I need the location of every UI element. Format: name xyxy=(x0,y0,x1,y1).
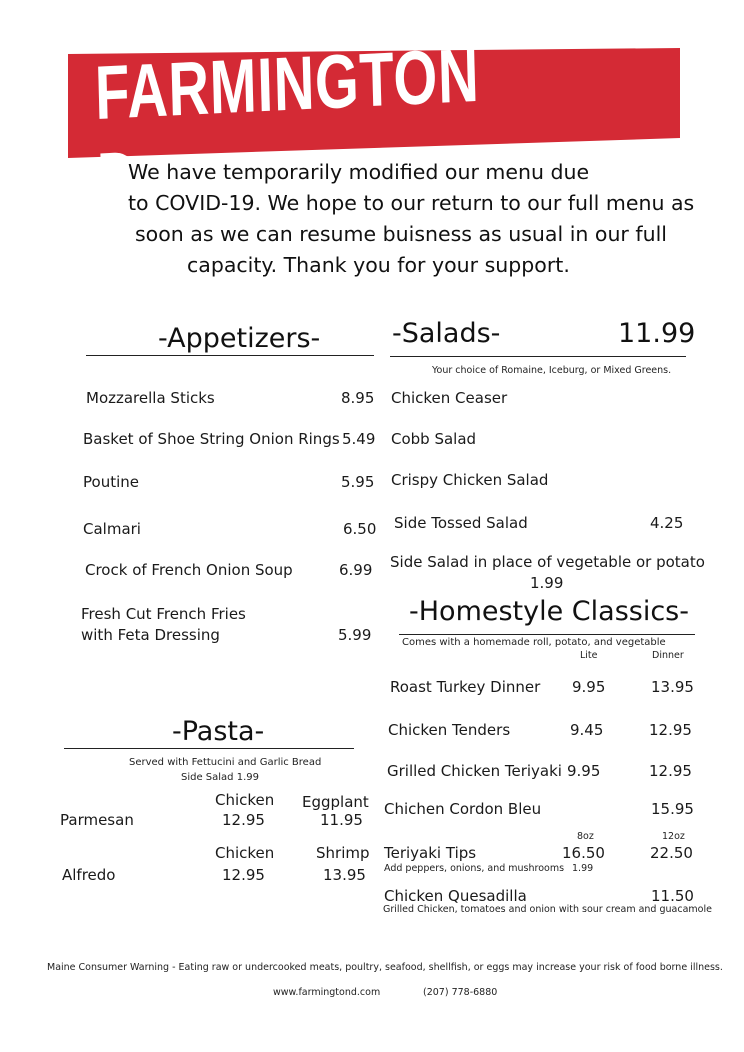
pasta-option-label: Chicken xyxy=(215,791,275,809)
salad-name: Chicken Ceaser xyxy=(391,389,508,407)
classic-name: Teriyaki Tips xyxy=(384,844,477,862)
classic-addon-price: 1.99 xyxy=(572,863,594,874)
appetizer-name: Poutine xyxy=(83,473,139,491)
classic-dinner-price: 15.95 xyxy=(651,800,694,818)
appetizer-name-line-1: Fresh Cut French Fries xyxy=(81,605,246,623)
appetizers-rule xyxy=(86,355,374,356)
appetizer-name: Basket of Shoe String Onion Rings xyxy=(83,430,340,448)
pasta-option-label: Chicken xyxy=(215,844,275,862)
pasta-note-2: Side Salad 1.99 xyxy=(181,772,259,783)
classics-heading: -Homestyle Classics- xyxy=(409,596,689,627)
classic-name: Grilled Chicken Teriyaki xyxy=(387,762,562,780)
classic-name: Chichen Cordon Bleu xyxy=(384,800,542,818)
appetizer-name-line-2: with Feta Dressing xyxy=(81,626,220,644)
pasta-heading: -Pasta- xyxy=(172,716,265,747)
classic-dinner-price: 12.95 xyxy=(649,762,692,780)
classic-lite-price: 9.45 xyxy=(570,721,604,739)
appetizers-heading: -Appetizers- xyxy=(158,323,321,354)
appetizer-price: 8.95 xyxy=(341,389,375,407)
appetizer-price: 5.49 xyxy=(342,430,376,448)
pasta-option-label: Eggplant xyxy=(302,793,369,811)
restaurant-name: FARMINGTON D.... xyxy=(94,32,481,223)
website-link[interactable]: www.farmingtond.com xyxy=(273,987,381,998)
salad-name: Cobb Salad xyxy=(391,430,477,448)
salad-name: Crispy Chicken Salad xyxy=(391,471,549,489)
salad-name: Side Tossed Salad xyxy=(394,514,528,532)
pasta-name: Parmesan xyxy=(60,811,134,829)
classic-lite-price: 9.95 xyxy=(567,762,601,780)
consumer-warning: Maine Consumer Warning - Eating raw or undercooked meats, poultry, seafood, shellfish, or eggs may increase your risk of food borne illness. xyxy=(47,962,723,973)
salads-note: Your choice of Romaine, Iceburg, or Mixed Greens. xyxy=(432,365,672,376)
salad-price: 1.99 xyxy=(530,574,564,592)
classics-col-lite: Lite xyxy=(580,650,598,661)
classic-size-small: 8oz xyxy=(577,831,594,842)
classic-name: Roast Turkey Dinner xyxy=(390,678,541,696)
pasta-rule xyxy=(64,748,354,749)
salads-price: 11.99 xyxy=(618,318,696,349)
appetizer-price: 5.99 xyxy=(338,626,372,644)
salads-rule xyxy=(390,356,686,357)
classics-rule xyxy=(399,634,695,635)
classics-note: Comes with a homemade roll, potato, and vegetable xyxy=(402,637,666,648)
intro-line-3: soon as we can resume buisness as usual in our full xyxy=(135,222,667,246)
classic-lite-price: 9.95 xyxy=(572,678,606,696)
pasta-price: 13.95 xyxy=(323,866,366,884)
classics-col-dinner: Dinner xyxy=(652,650,684,661)
intro-line-4: capacity. Thank you for your support. xyxy=(187,253,570,277)
salad-name: Side Salad in place of vegetable or potato xyxy=(390,553,705,571)
pasta-price: 12.95 xyxy=(222,811,265,829)
appetizer-name: Mozzarella Sticks xyxy=(86,389,215,407)
appetizer-name: Crock of French Onion Soup xyxy=(85,561,293,579)
classic-dinner-price: 12.95 xyxy=(649,721,692,739)
phone-number[interactable]: (207) 778-6880 xyxy=(423,987,498,998)
appetizer-price: 6.99 xyxy=(339,561,373,579)
salads-heading: -Salads- xyxy=(392,318,501,349)
pasta-note-1: Served with Fettucini and Garlic Bread xyxy=(129,757,322,768)
salad-price: 4.25 xyxy=(650,514,684,532)
intro-line-2: to COVID-19. We hope to our return to our full menu as xyxy=(128,191,695,215)
classic-dinner-price: 13.95 xyxy=(651,678,694,696)
classic-dinner-price: 22.50 xyxy=(650,844,693,862)
pasta-option-label: Shrimp xyxy=(316,844,370,862)
appetizer-price: 6.50 xyxy=(343,520,377,538)
classic-name: Chicken Tenders xyxy=(388,721,511,739)
classic-lite-price: 16.50 xyxy=(562,844,605,862)
appetizer-price: 5.95 xyxy=(341,473,375,491)
pasta-name: Alfredo xyxy=(62,866,116,884)
classic-name: Chicken Quesadilla xyxy=(384,887,527,905)
pasta-price: 12.95 xyxy=(222,866,265,884)
intro-line-1: We have temporarily modified our menu due xyxy=(128,160,590,184)
classic-addon: Add peppers, onions, and mushrooms xyxy=(384,863,565,874)
classic-description: Grilled Chicken, tomatoes and onion with sour cream and guacamole xyxy=(383,904,712,915)
classic-dinner-price: 11.50 xyxy=(651,887,694,905)
classic-size-large: 12oz xyxy=(662,831,685,842)
pasta-price: 11.95 xyxy=(320,811,363,829)
appetizer-name: Calmari xyxy=(83,520,141,538)
